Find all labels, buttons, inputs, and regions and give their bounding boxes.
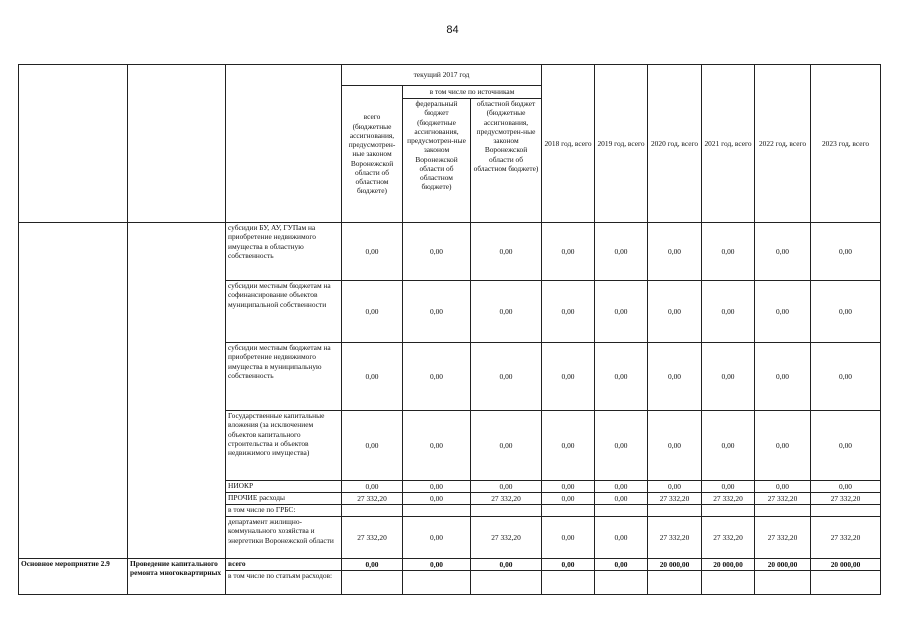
header-total: всего (бюджетные ассигнования, предусмотрен-ные законом Воронежской области об областном бюджете) [342,86,403,223]
row-label: субсидии местным бюджетам на приобретение недвижимого имущества в муниципальную собственность [226,343,342,411]
empty-cell [648,571,702,595]
value-cell: 27 332,20 [811,517,881,559]
value-cell: 0,00 [471,281,542,343]
event-total-value: 20 000,00 [755,559,811,571]
event-total-value: 0,00 [471,559,542,571]
value-cell: 0,00 [542,517,595,559]
value-cell [542,505,595,517]
value-cell: 27 332,20 [702,517,755,559]
value-cell: 0,00 [702,223,755,281]
value-cell: 0,00 [342,411,403,481]
header-2019: 2019 год, всего [595,65,648,223]
value-cell: 27 332,20 [471,493,542,505]
value-cell: 0,00 [471,343,542,411]
value-cell: 0,00 [648,281,702,343]
value-cell: 0,00 [403,481,471,493]
value-cell [648,505,702,517]
event-total-value: 0,00 [403,559,471,571]
value-cell: 0,00 [755,481,811,493]
value-cell: 0,00 [471,411,542,481]
value-cell: 0,00 [403,517,471,559]
value-cell: 0,00 [342,481,403,493]
event-total-value: 0,00 [595,559,648,571]
value-cell: 0,00 [403,281,471,343]
value-cell: 27 332,20 [471,517,542,559]
value-cell: 0,00 [595,281,648,343]
row-blank-col2 [128,223,226,559]
header-blank-2 [128,65,226,223]
header-blank-1 [19,65,128,223]
table-row [19,559,881,571]
value-cell: 0,00 [342,281,403,343]
event-total-value: 20 000,00 [811,559,881,571]
value-cell: 0,00 [702,343,755,411]
row-label: субсидии местным бюджетам на софинансирование объектов муниципальной собственности [226,281,342,343]
value-cell: 0,00 [811,223,881,281]
header-blank-3 [226,65,342,223]
value-cell: 0,00 [755,223,811,281]
budget-table [18,64,881,595]
event-total-value: 0,00 [542,559,595,571]
value-cell: 0,00 [648,343,702,411]
value-cell: 27 332,20 [342,493,403,505]
empty-cell [702,571,755,595]
header-2023: 2023 год, всего [811,65,881,223]
value-cell: 0,00 [595,481,648,493]
value-cell: 0,00 [471,481,542,493]
header-current-year: текущий 2017 год [342,65,542,86]
value-cell: 27 332,20 [811,493,881,505]
value-cell [403,505,471,517]
value-cell: 0,00 [755,411,811,481]
empty-cell [811,571,881,595]
value-cell: 0,00 [811,343,881,411]
empty-cell [595,571,648,595]
value-cell: 0,00 [595,223,648,281]
header-2018: 2018 год, всего [542,65,595,223]
value-cell: 0,00 [702,411,755,481]
value-cell: 0,00 [403,343,471,411]
table-row [19,223,881,281]
value-cell: 0,00 [471,223,542,281]
value-cell: 0,00 [811,411,881,481]
value-cell: 27 332,20 [648,493,702,505]
value-cell: 27 332,20 [648,517,702,559]
value-cell: 27 332,20 [702,493,755,505]
header-regional: областной бюджет (бюджетные ассигнования, предусмотрен-ные законом Воронежской области об областном бюджете) [471,99,542,223]
event-name: Основное мероприятие 2.9 [19,559,128,595]
event-title: Проведение капитального ремонта многоквартирных [128,559,226,595]
value-cell: 0,00 [595,493,648,505]
value-cell: 0,00 [648,223,702,281]
event-incl-label: в том числе по статьям расходов: [226,571,342,595]
value-cell: 0,00 [702,281,755,343]
value-cell: 0,00 [342,223,403,281]
header-incl-sources: в том числе по источникам [403,86,542,99]
empty-cell [755,571,811,595]
value-cell: 0,00 [755,281,811,343]
value-cell: 0,00 [542,411,595,481]
value-cell [342,505,403,517]
header-2020: 2020 год, всего [648,65,702,223]
value-cell: 27 332,20 [342,517,403,559]
value-cell [755,505,811,517]
value-cell [471,505,542,517]
header-federal: федеральный бюджет (бюджетные ассигнования, предусмотрен-ные законом Воронежской области об областном бюджете) [403,99,471,223]
empty-cell [471,571,542,595]
row-label: субсидии БУ, АУ, ГУПам на приобретение недвижимого имущества в областную собственность [226,223,342,281]
value-cell: 0,00 [542,343,595,411]
header-2021: 2021 год, всего [702,65,755,223]
value-cell: 0,00 [702,481,755,493]
row-blank-col1 [19,223,128,559]
value-cell: 0,00 [811,481,881,493]
value-cell: 0,00 [595,343,648,411]
value-cell: 0,00 [542,223,595,281]
value-cell: 0,00 [595,411,648,481]
event-total-value: 0,00 [342,559,403,571]
value-cell: 0,00 [403,411,471,481]
empty-cell [403,571,471,595]
empty-cell [342,571,403,595]
value-cell: 0,00 [595,517,648,559]
value-cell: 0,00 [755,343,811,411]
row-label: НИОКР [226,481,342,493]
event-total-label: всего [226,559,342,571]
row-label: в том числе по ГРБС: [226,505,342,517]
value-cell: 27 332,20 [755,493,811,505]
value-cell: 0,00 [403,493,471,505]
value-cell: 27 332,20 [755,517,811,559]
value-cell: 0,00 [342,343,403,411]
value-cell [595,505,648,517]
event-total-value: 20 000,00 [648,559,702,571]
page-number: 84 [446,24,459,36]
row-label: Государственные капитальные вложения (за исключением объектов капитального строительства и объектов недвижимого имущества) [226,411,342,481]
value-cell: 0,00 [542,493,595,505]
row-label: департамент жилищно-коммунального хозяйства и энергетики Воронежской области [226,517,342,559]
value-cell [702,505,755,517]
value-cell: 0,00 [542,281,595,343]
header-2022: 2022 год, всего [755,65,811,223]
value-cell: 0,00 [403,223,471,281]
value-cell: 0,00 [648,481,702,493]
row-label: ПРОЧИЕ расходы [226,493,342,505]
event-total-value: 20 000,00 [702,559,755,571]
value-cell [811,505,881,517]
value-cell: 0,00 [811,281,881,343]
value-cell: 0,00 [542,481,595,493]
empty-cell [542,571,595,595]
value-cell: 0,00 [648,411,702,481]
